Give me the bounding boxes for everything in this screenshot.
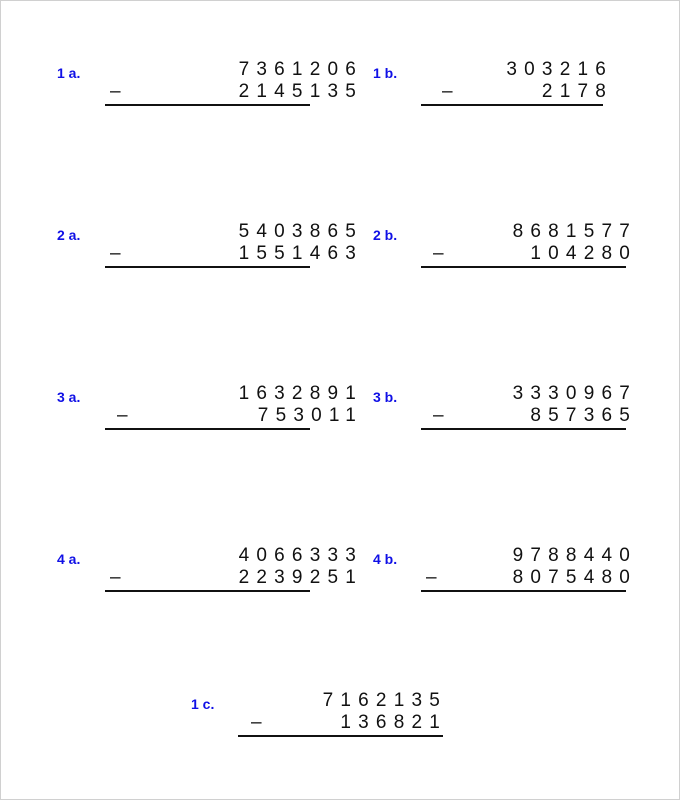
problem-label: 4 a. bbox=[57, 551, 81, 567]
problem-3a bbox=[57, 383, 363, 449]
minuend: 4066333 bbox=[238, 545, 363, 566]
problem-label: 4 b. bbox=[373, 551, 398, 567]
answer-line bbox=[421, 428, 626, 430]
problem-label: 2 b. bbox=[373, 227, 398, 243]
subtrahend: 2239251 bbox=[238, 567, 363, 588]
problem-4b bbox=[373, 545, 653, 611]
minus-sign: – bbox=[442, 81, 453, 102]
minuend: 9788440 bbox=[512, 545, 637, 566]
minuend: 303216 bbox=[506, 59, 613, 80]
answer-line bbox=[105, 266, 310, 268]
answer-line bbox=[421, 266, 626, 268]
minus-sign: – bbox=[117, 405, 128, 426]
problem-1a bbox=[57, 59, 363, 125]
minus-sign: – bbox=[433, 405, 444, 426]
subtrahend: 753011 bbox=[257, 405, 363, 426]
minus-sign: – bbox=[110, 243, 121, 264]
problem-label: 3 b. bbox=[373, 389, 398, 405]
answer-line bbox=[421, 104, 603, 106]
problem-3b bbox=[373, 383, 653, 449]
subtrahend: 136821 bbox=[340, 712, 447, 733]
problem-label: 3 a. bbox=[57, 389, 81, 405]
problem-2a bbox=[57, 221, 363, 287]
problem-2b bbox=[373, 221, 653, 287]
problem-label: 1 c. bbox=[191, 696, 215, 712]
minus-sign: – bbox=[433, 243, 444, 264]
answer-line bbox=[105, 428, 310, 430]
problem-label: 1 a. bbox=[57, 65, 81, 81]
minuend: 3330967 bbox=[512, 383, 637, 404]
minuend: 5403865 bbox=[238, 221, 363, 242]
problem-label: 2 a. bbox=[57, 227, 81, 243]
minus-sign: – bbox=[426, 567, 437, 588]
answer-line bbox=[105, 590, 310, 592]
answer-line bbox=[421, 590, 626, 592]
minus-sign: – bbox=[251, 712, 262, 733]
problem-1c bbox=[191, 690, 471, 756]
subtrahend: 2145135 bbox=[238, 81, 363, 102]
answer-line bbox=[238, 735, 443, 737]
minus-sign: – bbox=[110, 81, 121, 102]
subtrahend: 857365 bbox=[530, 405, 637, 426]
subtrahend: 2178 bbox=[541, 81, 613, 102]
problem-1b bbox=[373, 59, 653, 125]
minuend: 7361206 bbox=[238, 59, 363, 80]
subtrahend: 1551463 bbox=[238, 243, 363, 264]
problem-label: 1 b. bbox=[373, 65, 398, 81]
subtrahend: 104280 bbox=[530, 243, 637, 264]
minuend: 8681577 bbox=[512, 221, 637, 242]
answer-line bbox=[105, 104, 310, 106]
problem-4a bbox=[57, 545, 363, 611]
subtrahend: 8075480 bbox=[512, 567, 637, 588]
minuend: 1632891 bbox=[238, 383, 363, 404]
minus-sign: – bbox=[110, 567, 121, 588]
minuend: 7162135 bbox=[322, 690, 447, 711]
